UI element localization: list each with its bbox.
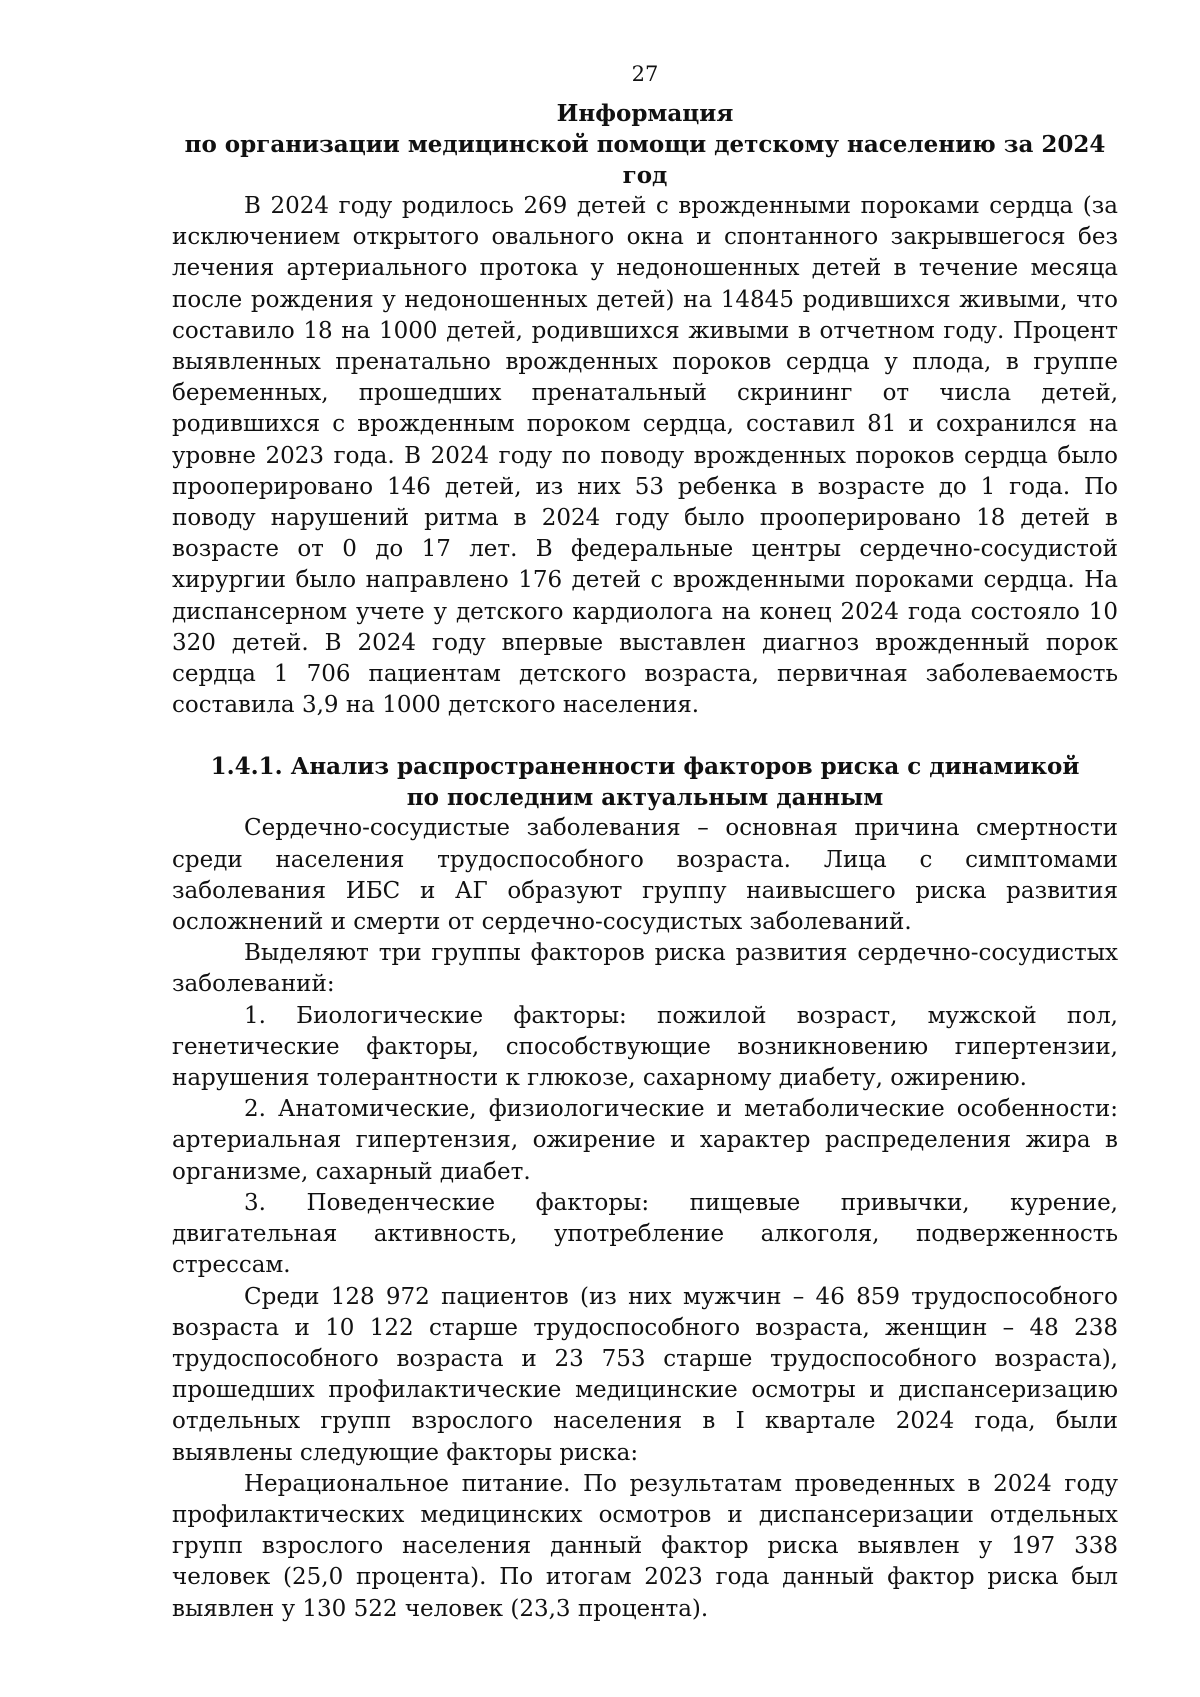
section-heading-line-2: по последним актуальным данным — [406, 784, 884, 812]
paragraph-nutrition: Нерациональное питание. По результатам проведенных в 2024 году профилактических медицинских осмотров и диспансеризации отдельных групп взрослого населения данный фактор риска выявлен у 197 338 человек (25,0 процента). По итогам 2023 года данный фактор риска был выявлен у 130 522 человек (23,3 процента). — [172, 1470, 1118, 1622]
document-page — [172, 62, 1118, 1625]
paragraph-patients-stats: Среди 128 972 пациентов (из них мужчин – 46 859 трудоспособного возраста и 10 122 старше трудоспособного возраста, женщин – 48 238 трудоспособного возраста и 23 753 старше трудоспособного возраста), прошедших профилактические медицинские осмотры и диспансеризацию отдельных групп взрослого населения в I квартале 2024 года, были выявлены следующие факторы риска: — [172, 1283, 1118, 1466]
page-number: 27 — [631, 62, 659, 86]
section-heading-line-1: 1.4.1. Анализ распространенности факторов риска с динамикой — [210, 753, 1080, 781]
info-heading-line-2: по организации медицинской помощи детскому населению за 2024 год — [184, 131, 1106, 189]
info-heading-line-1: Информация — [556, 100, 734, 127]
info-heading — [172, 98, 1118, 191]
info-paragraph: В 2024 году родилось 269 детей с врожденными пороками сердца (за исключением открытого овального окна и спонтанного закрывшегося без лечения артериального протока у недоношенных детей в течение месяца после рождения у недоношенных детей) на 14845 родившихся живыми, что составило 18 на 1000 детей, родившихся живыми в отчетном году. Процент выявленных пренатально врожденных пороков сердца у плода, в группе беременных, прошедших пренатальный скрининг от числа детей, родившихся с врожденным пороком сердца, составил 81 и сохранился на уровне 2023 года. В 2024 году по поводу врожденных пороков сердца было прооперировано 146 детей, из них 53 ребенка в возрасте до 1 года. По поводу нарушений ритма в 2024 году было прооперировано 18 детей в возрасте от 0 до 17 лет. В федеральные центры сердечно-сосудистой хирургии было направлено 176 детей с врожденными пороками сердца. На диспансерном учете у детского кардиолога на конец 2024 года состояло 10 320 детей. В 2024 году впервые выставлен диагноз врожденный порок сердца 1 706 пациентам детского возраста, первичная заболеваемость составила 3,9 на 1000 детского населения. — [172, 193, 1118, 719]
paragraph-risk-groups: Выделяют три группы факторов риска развития сердечно-сосудистых заболеваний: — [172, 940, 1118, 998]
section-heading — [172, 751, 1118, 813]
paragraph-biological-factors: 1. Биологические факторы: пожилой возраст, мужской пол, генетические факторы, способствующие возникновению гипертензии, нарушения толерантности к глюкозе, сахарному диабету, ожирению. — [172, 1002, 1118, 1092]
paragraph-cvd-intro: Сердечно-сосудистые заболевания – основная причина смертности среди населения трудоспособного возраста. Лица с симптомами заболевания ИБС и АГ образуют группу наивысшего риска развития осложнений и смерти от сердечно-сосудистых заболеваний. — [172, 815, 1118, 936]
paragraph-behavioral-factors: 3. Поведенческие факторы: пищевые привычки, курение, двигательная активность, употребление алкоголя, подверженность стрессам. — [172, 1189, 1118, 1279]
paragraph-anatomical-factors: 2. Анатомические, физиологические и метаболические особенности: артериальная гипертензия, ожирение и характер распределения жира в организме, сахарный диабет. — [172, 1096, 1118, 1185]
